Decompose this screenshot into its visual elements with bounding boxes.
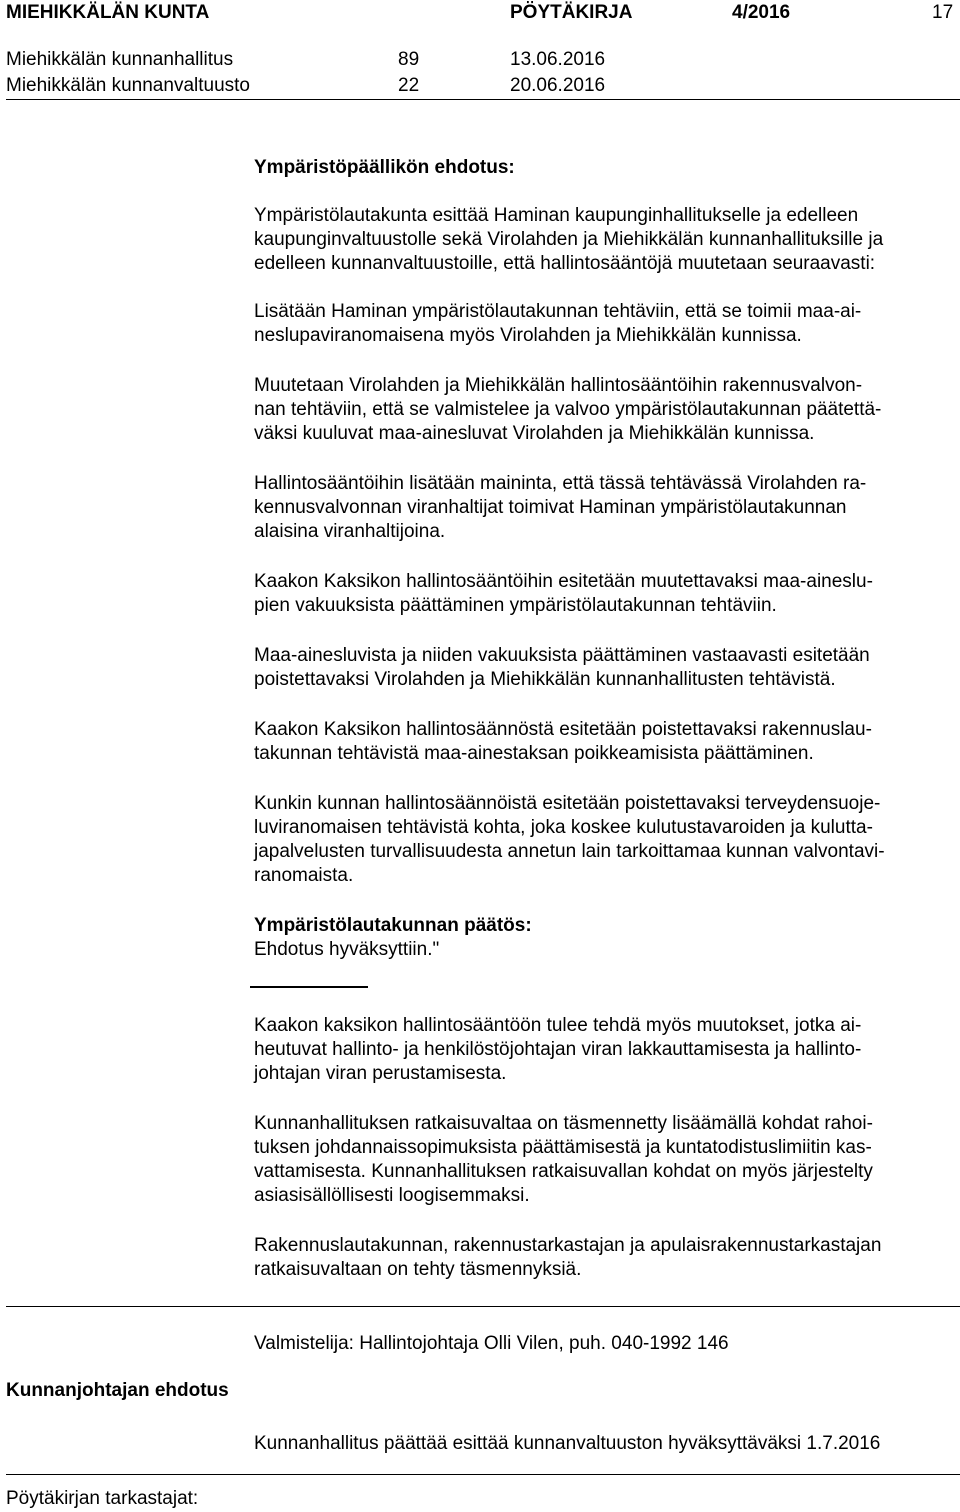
header-body-1: Miehikkälän kunnanhallitus [6, 49, 234, 70]
p3-line: nan tehtäviin, että se valmistelee ja valvoo ympäristölautakunnan päätettä- [254, 399, 882, 420]
paragraph-4 [254, 472, 954, 544]
p10-line: tuksen johdannaissopimuksista päättämisestä ja kuntatodistuslimiitin kas- [254, 1137, 872, 1158]
paragraph-6 [254, 644, 954, 692]
p1-line: Ympäristölautakunta esittää Haminan kaupunginhallitukselle ja edelleen [254, 205, 859, 226]
header-rule [6, 99, 960, 100]
header-date-2: 20.06.2016 [510, 75, 606, 96]
document-type: PÖYTÄKIRJA [510, 2, 633, 23]
p8-line: japalvelusten turvallisuudesta annetun lain tarkoittamaa kunnan valvontavi- [254, 841, 885, 862]
p10-line: Kunnanhallituksen ratkaisuvaltaa on täsmennetty lisäämällä kohdat rahoi- [254, 1113, 873, 1134]
paragraph-11 [254, 1234, 954, 1282]
paragraph-9 [254, 1014, 954, 1086]
p10-line: asiasisällöllisesti loogisemmaksi. [254, 1185, 530, 1206]
p8-line: luviranomaisen tehtävistä kohta, joka koskee kulutustavaroiden ja kulutta- [254, 817, 873, 838]
p8-line: ranomaista. [254, 865, 354, 886]
p1-line: edelleen kunnanvaltuustoille, että hallintosääntöjä muutetaan seuraavasti: [254, 253, 876, 274]
header-body-2: Miehikkälän kunnanvaltuusto [6, 75, 250, 96]
page-number: 17 [932, 2, 954, 23]
p2-line: neslupaviranomaisena myös Virolahden ja Miehikkälän kunnissa. [254, 325, 802, 346]
paragraph-8 [254, 792, 954, 888]
preparer-line: Valmistelija: Hallintojohtaja Olli Vilen, puh. 040-1992 146 [254, 1333, 729, 1354]
section-rule [6, 1306, 960, 1307]
p4-line: kennusvalvonnan viranhaltijat toimivat Haminan ympäristölautakunnan [254, 497, 847, 518]
p2-line: Lisätään Haminan ympäristölautakunnan tehtäviin, että se toimii maa-ai- [254, 301, 862, 322]
p11-line: Rakennuslautakunnan, rakennustarkastajan ja apulaisrakennustarkastajan [254, 1235, 882, 1256]
p4-line: Hallintosääntöihin lisätään maininta, että tässä tehtävässä Virolahden ra- [254, 473, 867, 494]
header-date-1: 13.06.2016 [510, 49, 606, 70]
p4-line: alaisina viranhaltijoina. [254, 521, 446, 542]
p6-line: Maa-ainesluvista ja niiden vakuuksista päättäminen vastaavasti esitetään [254, 645, 870, 666]
reviewers-label: Pöytäkirjan tarkastajat: [6, 1488, 199, 1509]
footer-rule [6, 1474, 960, 1475]
paragraph-1 [254, 204, 954, 276]
paragraph-3 [254, 374, 954, 446]
proposal-heading: Ympäristöpäällikön ehdotus: [254, 157, 515, 178]
header-section-2: 22 [398, 75, 420, 96]
decision-heading: Ympäristölautakunnan päätös: [254, 915, 532, 936]
proposal-text: Kunnanhallitus päättää esittää kunnanvaltuuston hyväksyttäväksi 1.7.2016 [254, 1433, 881, 1454]
paragraph-2 [254, 300, 954, 348]
municipality-name: MIEHIKKÄLÄN KUNTA [6, 2, 210, 23]
paragraph-7 [254, 718, 954, 766]
p10-line: vattamisesta. Kunnanhallituksen ratkaisuvallan kohdat on myös järjestelty [254, 1161, 873, 1182]
p1-line: kaupunginvaltuustolle sekä Virolahden ja Miehikkälän kunnanhallituksille ja [254, 229, 884, 250]
header-section-1: 89 [398, 49, 420, 70]
separator-line [250, 986, 368, 988]
decision-text: Ehdotus hyväksyttiin." [254, 939, 440, 960]
p7-line: Kaakon Kaksikon hallintosäännöstä esitetään poistettavaksi rakennuslau- [254, 719, 872, 740]
p5-line: pien vakuuksista päättäminen ympäristölautakunnan tehtäviin. [254, 595, 777, 616]
p7-line: takunnan tehtävistä maa-ainestaksan poikkeamisista päättäminen. [254, 743, 814, 764]
p8-line: Kunkin kunnan hallintosäännöistä esitetään poistettavaksi terveydensuoje- [254, 793, 881, 814]
p9-line: heutuvat hallinto- ja henkilöstöjohtajan viran lakkauttamisesta ja hallinto- [254, 1039, 862, 1060]
paragraph-10 [254, 1112, 954, 1208]
p9-line: Kaakon kaksikon hallintosääntöön tulee tehdä myös muutokset, jotka ai- [254, 1015, 862, 1036]
p5-line: Kaakon Kaksikon hallintosääntöihin esitetään muutettavaksi maa-aineslu- [254, 571, 873, 592]
issue-number: 4/2016 [732, 2, 791, 23]
side-heading: Kunnanjohtajan ehdotus [6, 1380, 229, 1401]
p3-line: Muutetaan Virolahden ja Miehikkälän hallintosääntöihin rakennusvalvon- [254, 375, 863, 396]
p11-line: ratkaisuvaltaan on tehty täsmennyksiä. [254, 1259, 582, 1280]
p3-line: väksi kuuluvat maa-ainesluvat Virolahden ja Miehikkälän kunnissa. [254, 423, 815, 444]
p9-line: johtajan viran perustamisesta. [254, 1063, 507, 1084]
paragraph-5 [254, 570, 954, 618]
p6-line: poistettavaksi Virolahden ja Miehikkälän kunnanhallitusten tehtävistä. [254, 669, 836, 690]
